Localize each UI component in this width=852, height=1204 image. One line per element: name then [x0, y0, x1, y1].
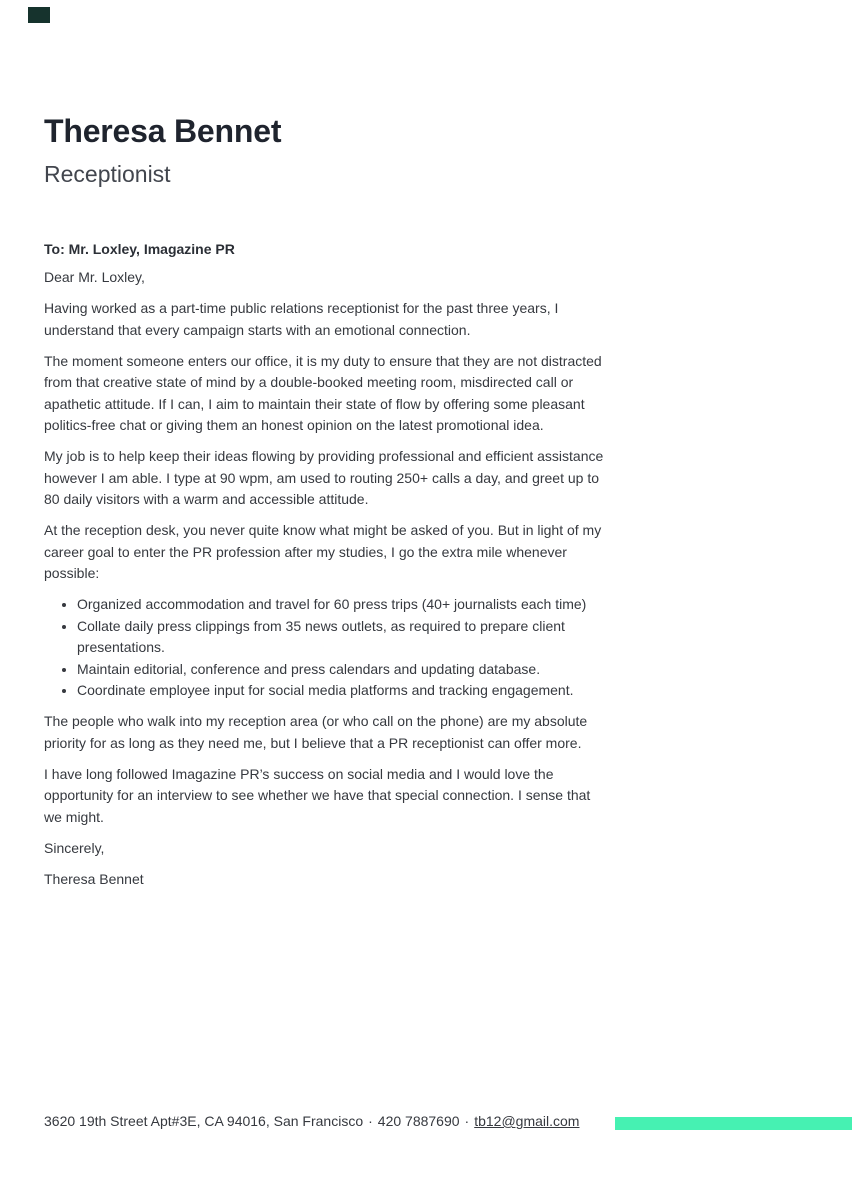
footer-contact-line — [44, 1111, 579, 1131]
salutation: Dear Mr. Loxley, — [44, 269, 145, 286]
separator-dot: · — [464, 1113, 470, 1129]
closing-paragraph: The people who walk into my reception area (or who call on the phone) are my absolute priority for as long as they need me, but I believe that a PR receptionist can offer more. — [44, 713, 588, 751]
email-link[interactable]: tb12@gmail.com — [474, 1113, 580, 1129]
signoff: Sincerely, — [44, 839, 105, 856]
body-paragraph: The moment someone enters our office, it is my duty to ensure that they are not distracted from that creative state of mind by a double-booked meeting room, misdirected call or apathetic attitude. If I can, I aim to maintain their state of flow by offering some pleasant politics-free chat or giving them an honest opinion on the latest promotional idea. — [44, 352, 602, 434]
separator-dot: · — [368, 1113, 373, 1129]
signature: Theresa Bennet — [44, 870, 144, 887]
body-paragraph: Having worked as a part-time public relations receptionist for the past three years, I understand that every campaign starts with an emotional connection. — [44, 300, 559, 338]
corner-accent-square — [28, 7, 50, 23]
body-paragraph: At the reception desk, you never quite know what might be asked of you. But in light of my career goal to enter the PR profession after my studies, I go the extra mile whenever possible: — [44, 522, 602, 582]
phone-text: 420 7887690 — [377, 1113, 460, 1129]
bullet-item: • Organized accommodation and travel for 60 press trips (40+ journalists each time) — [77, 594, 608, 616]
bottom-accent-bar — [615, 1117, 852, 1130]
recipient-line: To: Mr. Loxley, Imagazine PR — [44, 240, 235, 257]
letter-content — [44, 113, 608, 900]
body-paragraph: My job is to help keep their ideas flowing by providing professional and efficient assistance however I am able. I type at 90 wpm, am used to routing 250+ calls a day, and greet up to 80 daily visitors with a warm and accessible attitude. — [44, 448, 604, 508]
closing-paragraph: I have long followed Imagazine PR’s success on social media and I would love the opportunity for an interview to see whether we have that special connection. I sense that we might. — [44, 765, 591, 825]
bullet-item: • Maintain editorial, conference and press calendars and updating database. — [77, 659, 608, 681]
page-title: Theresa Bennet — [44, 113, 282, 149]
job-title-subtitle: Receptionist — [44, 160, 171, 187]
bullet-item: • Collate daily press clippings from 35 news outlets, as required to prepare client presentations. — [77, 616, 608, 659]
address-text: 3620 19th Street Apt#3E, CA 94016, San Francisco — [44, 1113, 364, 1129]
bullet-item: • Coordinate employee input for social media platforms and tracking engagement. — [77, 680, 608, 702]
achievements-list — [44, 594, 608, 702]
